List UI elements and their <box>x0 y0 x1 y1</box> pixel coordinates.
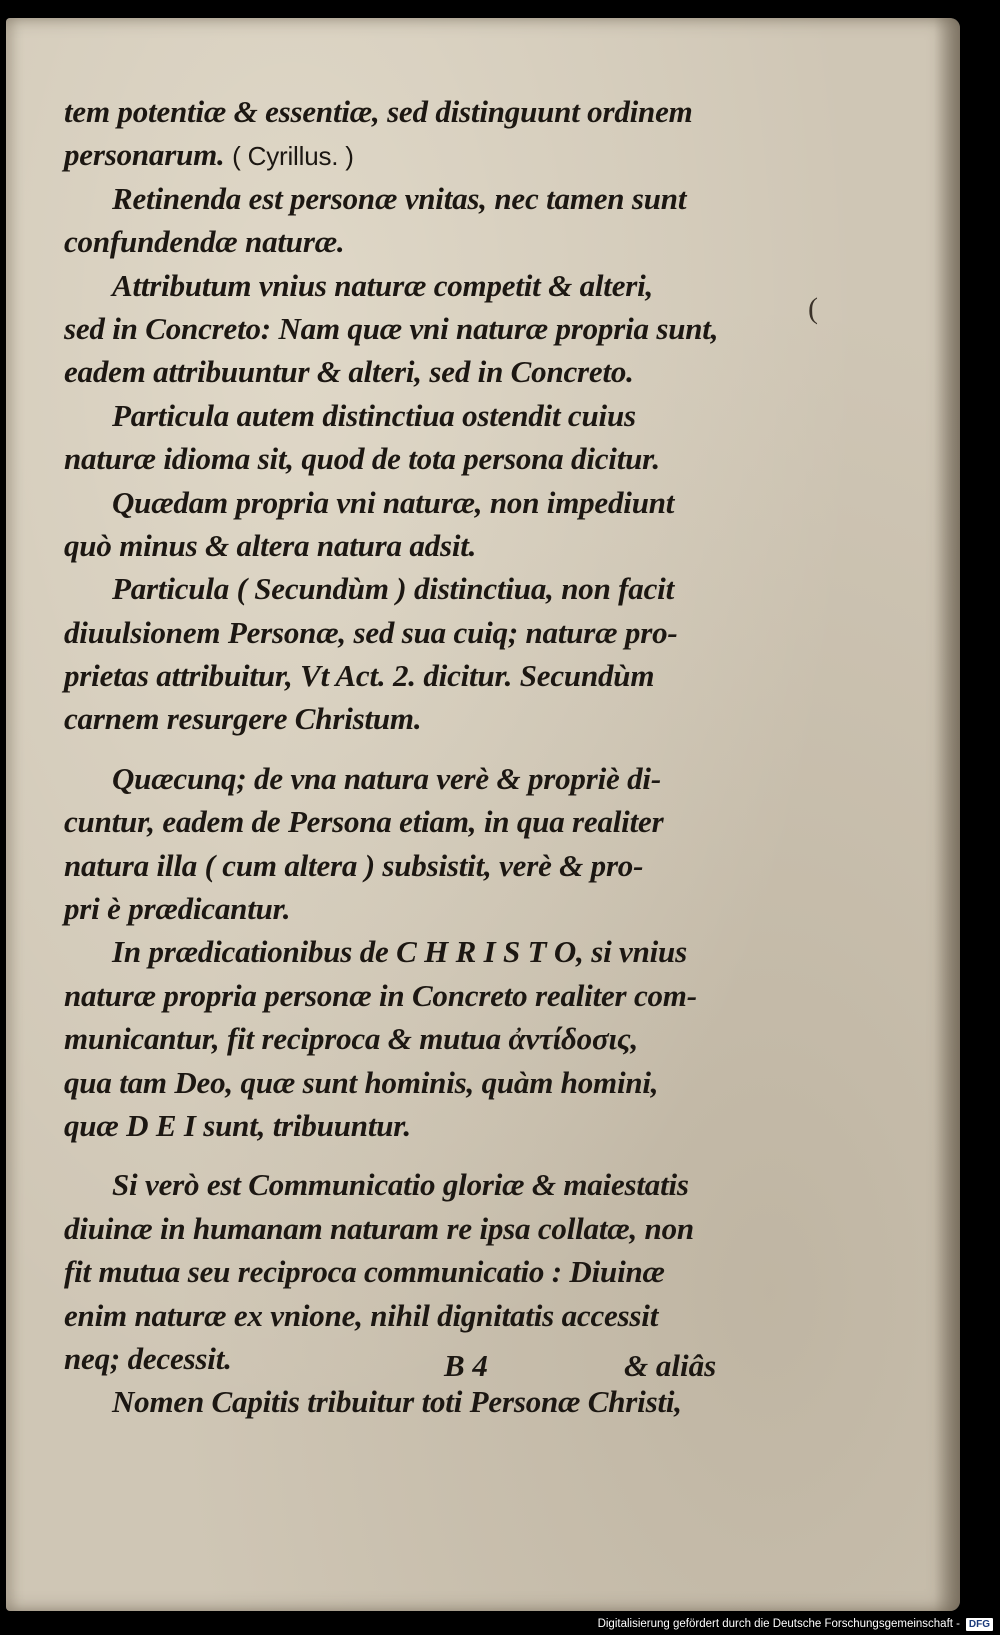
paragraph <box>64 567 764 741</box>
page-text-block <box>64 90 764 1424</box>
text-line: Nomen Capitis tribuitur toti Personæ Christi, <box>112 1384 682 1420</box>
page-edge-shadow <box>934 18 960 1611</box>
text-line: Particula autem distinctiua ostendit cuius <box>112 397 636 433</box>
text-line: quæ D E I sunt, tribuuntur. <box>64 1107 411 1143</box>
paragraph <box>64 264 764 394</box>
dfg-logo-badge: DFG <box>966 1618 993 1631</box>
paragraph <box>64 930 764 1147</box>
book-page <box>6 18 960 1611</box>
citation-cyrillus: ( Cyrillus. ) <box>232 141 354 172</box>
paragraph-gap <box>64 1147 764 1163</box>
text-line: naturæ idioma sit, quod de tota persona dicitur. <box>64 441 660 477</box>
text-line: cuntur, eadem de Persona etiam, in qua realiter <box>64 804 664 840</box>
signature-mark: B 4 <box>444 1348 488 1383</box>
text-line: pri è prædicantur. <box>64 891 291 927</box>
text-line: Retinenda est personæ vnitas, nec tamen sunt <box>112 180 687 216</box>
text-line: tem potentiæ & essentiæ, sed distinguunt ordinem <box>64 94 693 129</box>
text-line: eadem attribuuntur & alteri, sed in Concreto. <box>64 354 634 390</box>
paragraph <box>64 394 764 481</box>
text-line: diuulsionem Personæ, sed sua cuiq; naturæ pro- <box>64 614 678 650</box>
margin-mark: ( <box>808 292 818 325</box>
text-line: personarum. ( Cyrillus. ) <box>64 137 354 173</box>
page-footer <box>64 1348 764 1391</box>
text-line: Quæcunq; de vna natura verè & propriè di- <box>112 760 661 796</box>
text-line: fit mutua seu reciproca communicatio : Diuinæ <box>64 1254 665 1290</box>
text-line: Si verò est Communicatio gloriæ & maiestatis <box>112 1167 689 1203</box>
catchword: & aliâs <box>624 1348 717 1383</box>
paragraph <box>64 177 764 264</box>
text-line: municantur, fit reciproca & mutua ἀντίδοσις, <box>64 1021 639 1057</box>
paragraph <box>64 481 764 568</box>
text-line: sed in Concreto: Nam quæ vni naturæ propria sunt, <box>64 310 719 346</box>
text-line: quò minus & altera natura adsit. <box>64 527 477 563</box>
text-line: In prædicationibus de C H R I S T O, si vnius <box>112 934 687 970</box>
text-line: confundendæ naturæ. <box>64 224 345 260</box>
text-line: carnem resurgere Christum. <box>64 701 422 737</box>
text-line: qua tam Deo, quæ sunt hominis, quàm homini, <box>64 1064 659 1100</box>
text-line: naturæ propria personæ in Concreto realiter com- <box>64 977 697 1013</box>
text-line: enim naturæ ex vnione, nihil dignitatis accessit <box>64 1297 659 1333</box>
text-line: prietas attribuitur, Vt Act. 2. dicitur. Secundùm <box>64 658 655 694</box>
paragraph <box>64 757 764 931</box>
text-line: diuinæ in humanam naturam re ipsa collatæ, non <box>64 1210 694 1246</box>
text-line: Quædam propria vni naturæ, non impediunt <box>112 484 675 520</box>
paragraph <box>64 90 764 177</box>
text-line: Particula ( Secundùm ) distinctiua, non facit <box>112 571 674 607</box>
text-line: neq; decessit. <box>64 1340 232 1376</box>
paragraph-gap <box>64 741 764 757</box>
text-line: natura illa ( cum altera ) subsistit, verè & pro- <box>64 847 644 883</box>
text-line: Attributum vnius naturæ competit & alteri, <box>112 267 654 303</box>
digitization-credit: Digitalisierung gefördert durch die Deutsche Forschungsgemeinschaft - <box>597 1618 960 1630</box>
